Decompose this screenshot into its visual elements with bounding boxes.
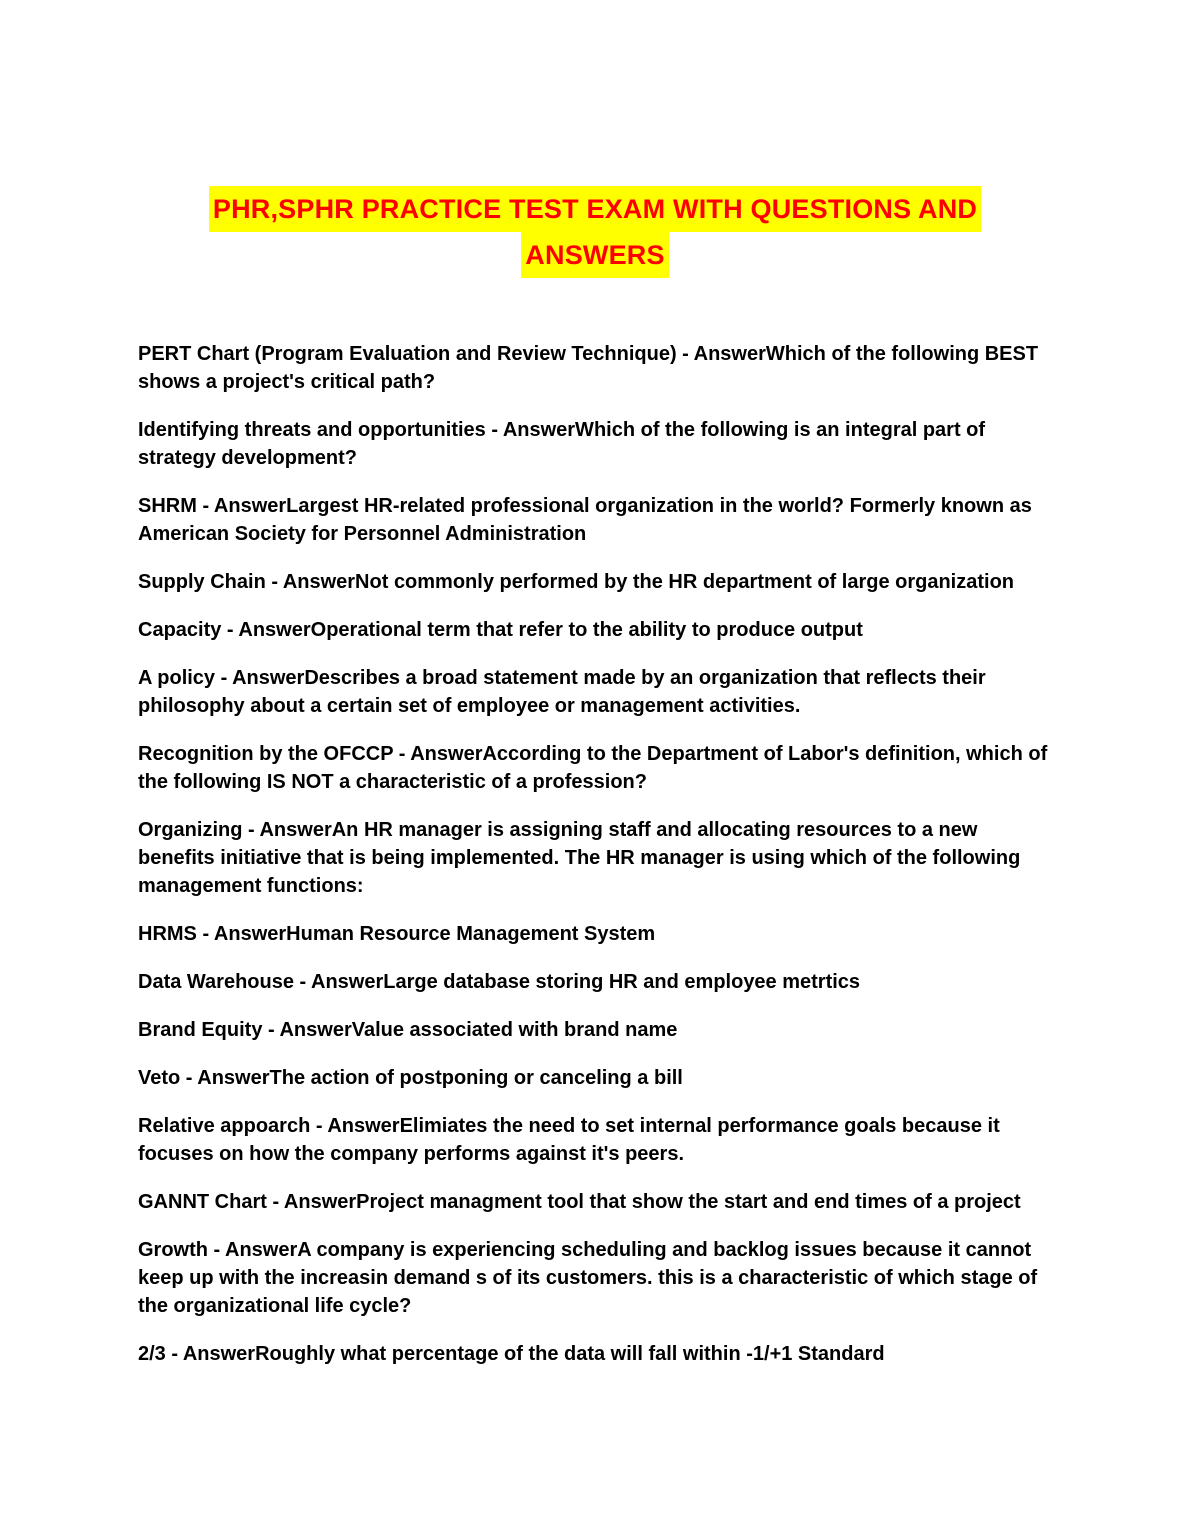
qa-item: Brand Equity - AnswerValue associated with brand name: [138, 1019, 678, 1041]
qa-item: Supply Chain - AnswerNot commonly performed by the HR department of large organization: [138, 571, 1015, 593]
title-line-2: ANSWERS: [521, 232, 668, 278]
qa-item: PERT Chart (Program Evaluation and Review Technique) - AnswerWhich of the following BEST shows a project's critical path?: [138, 343, 1039, 393]
qa-item: 2/3 - AnswerRoughly what percentage of the data will fall within -1/+1 Standard: [138, 1343, 885, 1365]
qa-item: Data Warehouse - AnswerLarge database storing HR and employee metrtics: [138, 971, 861, 993]
qa-item: Identifying threats and opportunities - AnswerWhich of the following is an integral part of strategy development?: [138, 419, 986, 469]
qa-item: Recognition by the OFCCP - AnswerAccording to the Department of Labor's definition, which of the following IS NOT a characteristic of a profession?: [138, 743, 1048, 793]
qa-item: Relative appoarch - AnswerElimiates the need to set internal performance goals because it focuses on how the company performs against it's peers.: [138, 1115, 1000, 1165]
document-title: [0, 186, 1190, 278]
qa-list: [138, 340, 1058, 1388]
qa-item: HRMS - AnswerHuman Resource Management System: [138, 923, 656, 945]
qa-item: Organizing - AnswerAn HR manager is assigning staff and allocating resources to a new benefits initiative that is being implemented. The HR manager is using which of the following management functions:: [138, 819, 1021, 897]
qa-item: Capacity - AnswerOperational term that refer to the ability to produce output: [138, 619, 863, 641]
qa-item: Veto - AnswerThe action of postponing or canceling a bill: [138, 1067, 683, 1089]
qa-item: GANNT Chart - AnswerProject managment tool that show the start and end times of a project: [138, 1191, 1021, 1213]
title-line-1: PHR,SPHR PRACTICE TEST EXAM WITH QUESTIONS AND: [209, 186, 981, 232]
qa-item: A policy - AnswerDescribes a broad statement made by an organization that reflects their philosophy about a certain set of employee or management activities.: [138, 667, 986, 717]
qa-item: SHRM - AnswerLargest HR-related professional organization in the world? Formerly known as American Society for Personnel Administration: [138, 495, 1032, 545]
qa-item: Growth - AnswerA company is experiencing scheduling and backlog issues because it cannot keep up with the increasin demand s of its customers. this is a characteristic of which stage of the organizational life cycle?: [138, 1239, 1038, 1317]
